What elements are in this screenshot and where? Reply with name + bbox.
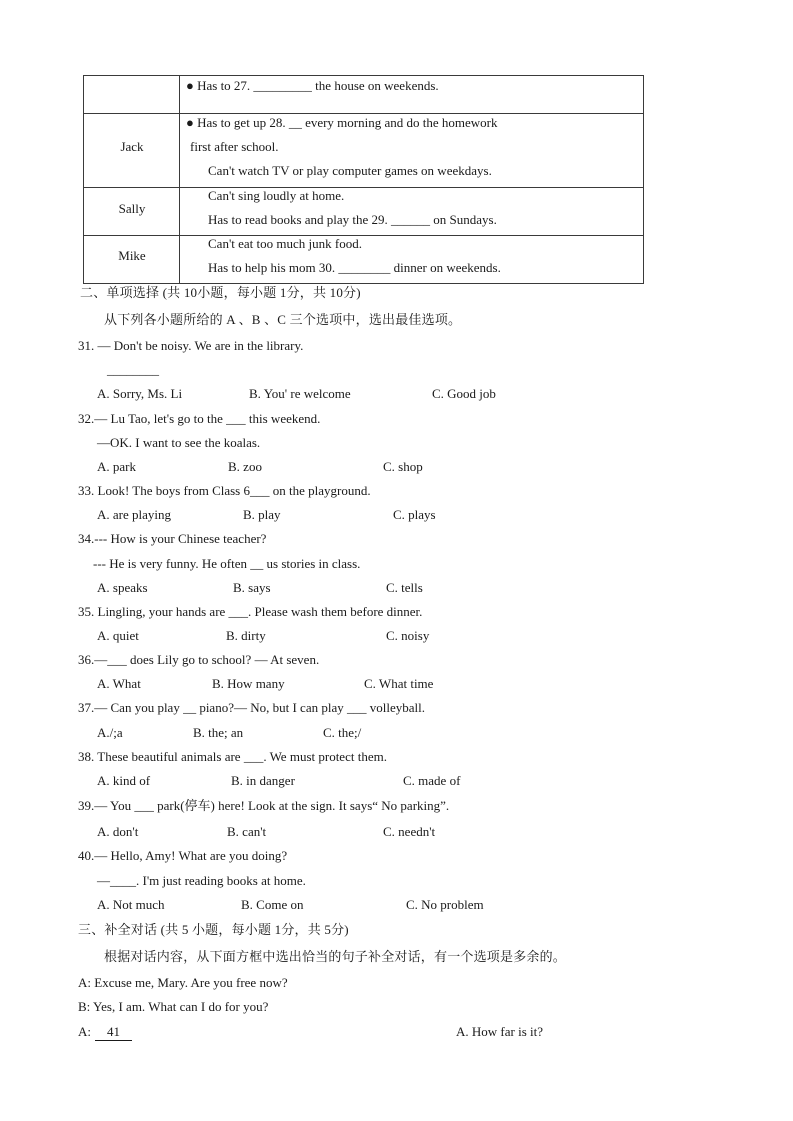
table-row-3-line-2: Has to read books and play the 29. ______ on Sundays. [208, 212, 497, 227]
table-row-3-line-1: Can't sing loudly at home. [208, 188, 345, 203]
question-38-option-b: B. in danger [231, 773, 295, 788]
table-row-4-line-2: Has to help his mom 30. ________ dinner on weekends. [208, 260, 501, 275]
table-row-2-line-3: Can't watch TV or play computer games on weekdays. [208, 163, 492, 178]
question-32-option-c: C. shop [383, 459, 423, 474]
table-row-divider [84, 235, 643, 236]
question-36-option-a: A. What [97, 676, 141, 691]
question-36-stem: 36.—___ does Lily go to school? — At seven. [78, 652, 320, 667]
question-39-option-c: C. needn't [383, 824, 436, 839]
question-40-option-b: B. Come on [241, 897, 304, 912]
question-34-option-a: A. speaks [97, 580, 148, 595]
question-31-option-b: B. You' re welcome [249, 386, 351, 401]
table-row-2-line-2: first after school. [190, 139, 279, 154]
table-name-mike: Mike [118, 248, 146, 263]
table-row-2-line-1: ● Has to get up 28. __ every morning and do the homework [186, 115, 498, 130]
section-2-heading: 二、单项选择 (共 10小题，每小题 1分，共 10分) [80, 285, 361, 300]
question-33-option-a: A. are playing [97, 507, 172, 522]
question-38-option-c: C. made of [403, 773, 461, 788]
question-37-option-a: A./;a [97, 725, 123, 740]
section-3-instruction: 根据对话内容，从下面方框中选出恰当的句子补全对话，有一个选项是多余的。 [104, 949, 567, 964]
section-3-heading: 三、补全对话 (共 5 小题，每小题 1分，共 5分) [78, 922, 349, 937]
question-38-option-a: A. kind of [97, 773, 151, 788]
table-row-4-line-1: Can't eat too much junk food. [208, 236, 362, 251]
question-40-option-a: A. Not much [97, 897, 165, 912]
question-34-stem: 34.--- How is your Chinese teacher? [78, 531, 267, 546]
question-33-stem: 33. Look! The boys from Class 6___ on the playground. [78, 483, 371, 498]
dialogue-line-2: B: Yes, I am. What can I do for you? [78, 999, 269, 1014]
rules-table [83, 75, 644, 284]
dialogue-line-3 [78, 1023, 132, 1041]
table-row-1-line-1: ● Has to 27. _________ the house on weekends. [186, 78, 439, 93]
question-37-option-c: C. the;/ [323, 725, 362, 740]
question-31-option-a: A. Sorry, Ms. Li [97, 386, 183, 401]
question-40-stem: 40.— Hello, Amy! What are you doing? [78, 848, 288, 863]
question-34-option-c: C. tells [386, 580, 423, 595]
question-39-option-b: B. can't [227, 824, 267, 839]
question-39-stem: 39.— You ___ park(停车) here! Look at the sign. It says“ No parking”. [78, 798, 450, 813]
question-35-option-a: A. quiet [97, 628, 139, 643]
dialogue-line-1: A: Excuse me, Mary. Are you free now? [78, 975, 288, 990]
section-2-instruction: 从下列各小题所给的 A 、B 、C 三个选项中，选出最佳选项。 [104, 312, 462, 327]
question-37-option-b: B. the; an [193, 725, 244, 740]
question-34-reply: --- He is very funny. He often __ us stories in class. [93, 556, 361, 571]
question-32-option-a: A. park [97, 459, 136, 474]
question-31-option-c: C. Good job [432, 386, 496, 401]
question-40-reply: —____. I'm just reading books at home. [97, 873, 306, 888]
dialogue-blank-41: 41 [95, 1024, 132, 1041]
question-34-option-b: B. says [233, 580, 271, 595]
table-row-divider [84, 187, 643, 188]
question-36-option-c: C. What time [364, 676, 434, 691]
table-name-sally: Sally [118, 201, 146, 216]
question-39-option-a: A. don't [97, 824, 139, 839]
question-40-option-c: C. No problem [406, 897, 484, 912]
dialogue-speaker: A: [78, 1024, 91, 1039]
question-35-option-c: C. noisy [386, 628, 430, 643]
question-31-answer-blank: ________ [107, 362, 159, 377]
question-38-stem: 38. These beautiful animals are ___. We must protect them. [78, 749, 387, 764]
question-35-stem: 35. Lingling, your hands are ___. Please wash them before dinner. [78, 604, 423, 619]
box-option-a: A. How far is it? [456, 1024, 544, 1039]
question-37-stem: 37.— Can you play __ piano?— No, but I can play ___ volleyball. [78, 700, 425, 715]
question-33-option-b: B. play [243, 507, 281, 522]
question-35-option-b: B. dirty [226, 628, 266, 643]
question-32-option-b: B. zoo [228, 459, 262, 474]
question-33-option-c: C. plays [393, 507, 436, 522]
question-32-stem: 32.— Lu Tao, let's go to the ___ this weekend. [78, 411, 321, 426]
question-32-reply: —OK. I want to see the koalas. [97, 435, 261, 450]
question-31-stem: 31. — Don't be noisy. We are in the library. [78, 338, 304, 353]
question-36-option-b: B. How many [212, 676, 285, 691]
table-name-jack: Jack [120, 139, 144, 154]
